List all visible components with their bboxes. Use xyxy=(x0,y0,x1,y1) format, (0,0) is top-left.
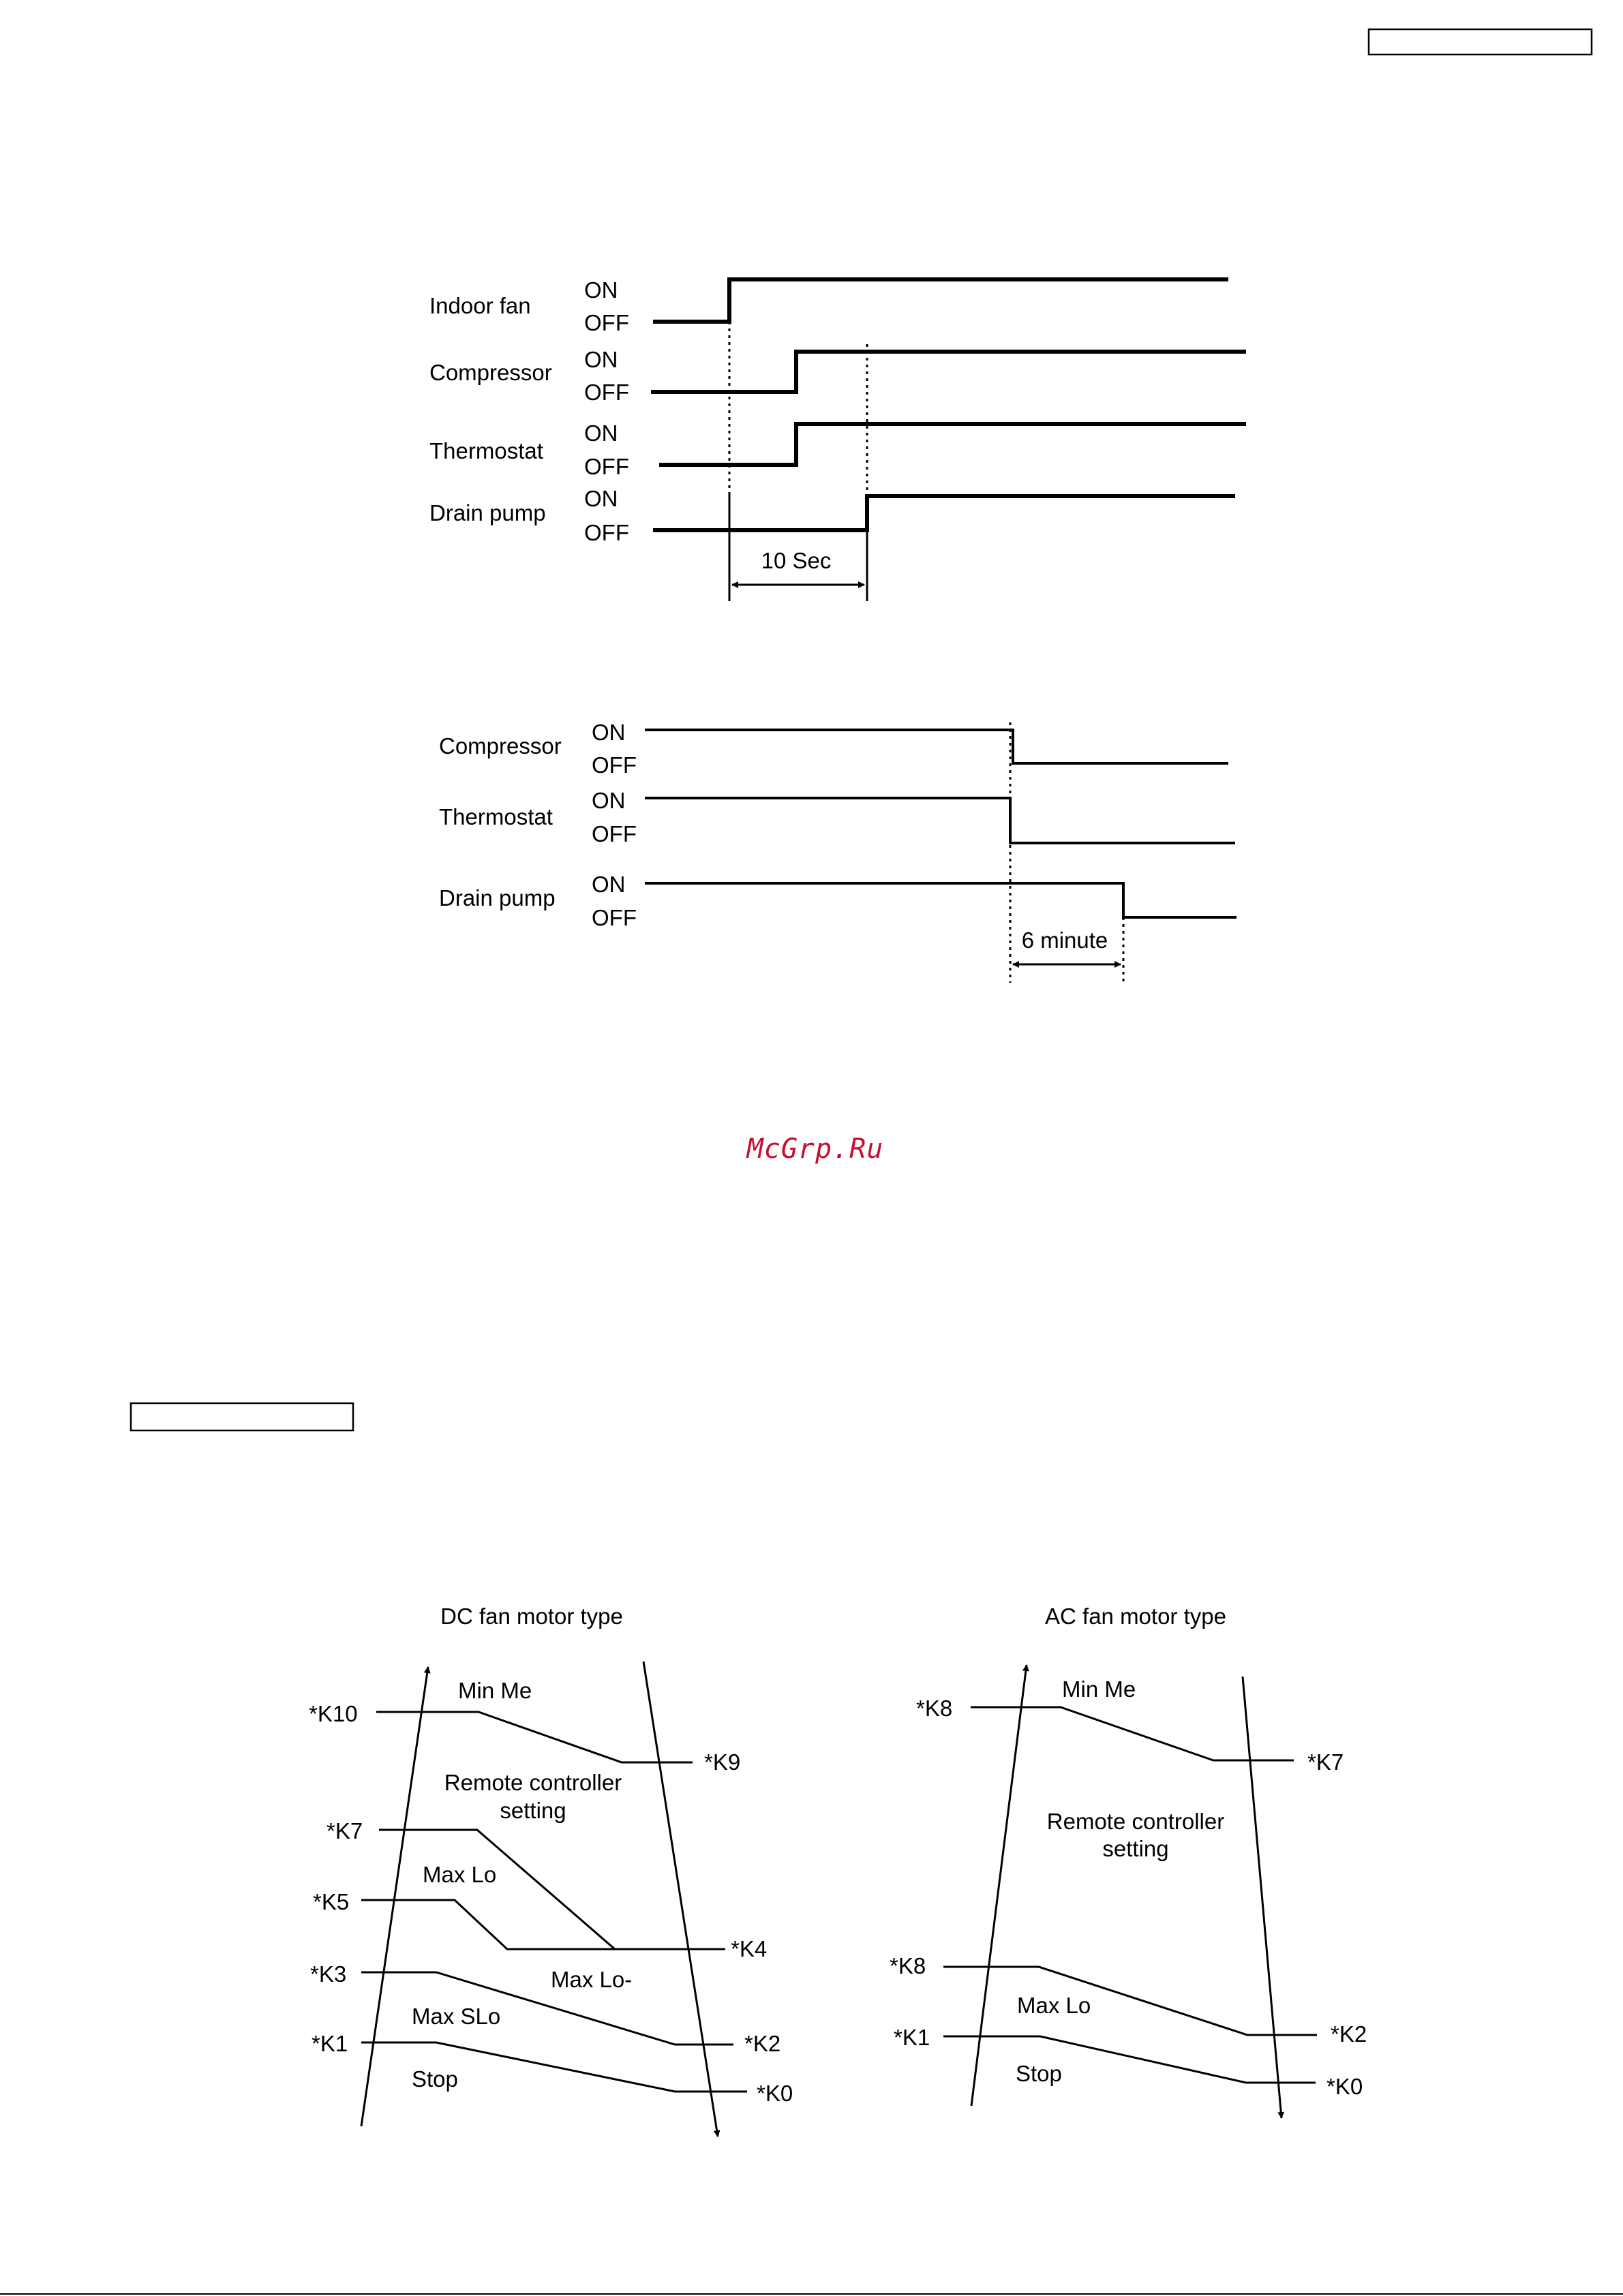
point-label: *K7 xyxy=(327,1818,363,1843)
waveform-compressor xyxy=(651,352,1246,392)
zone-label: setting xyxy=(1102,1836,1169,1861)
row-name-thermostat: Thermostat xyxy=(439,804,553,829)
threshold-line-k1-k0 xyxy=(943,2036,1316,2083)
point-label: *K5 xyxy=(313,1889,350,1914)
waveform-drain-pump xyxy=(645,883,1237,917)
section-label-box xyxy=(131,1403,353,1430)
increase-arrow xyxy=(361,1667,428,2126)
point-label: *K1 xyxy=(312,2031,348,2056)
zone-label: Stop xyxy=(1016,2061,1062,2086)
waveform-thermostat xyxy=(645,798,1235,843)
point-label: *K2 xyxy=(1331,2021,1367,2047)
on-label: ON xyxy=(584,486,618,511)
zone-label: Min Me xyxy=(1062,1677,1136,1702)
zone-label: Max Lo- xyxy=(551,1967,633,1992)
diagram-title: DC fan motor type xyxy=(440,1604,623,1629)
row-name-thermostat: Thermostat xyxy=(429,438,543,463)
waveform-drain-pump xyxy=(653,496,1235,530)
off-label: OFF xyxy=(584,454,629,479)
zone-label: Max SLo xyxy=(412,2004,501,2029)
off-label: OFF xyxy=(584,520,629,545)
decrease-arrow xyxy=(1243,1677,1281,2118)
zone-label: Min Me xyxy=(458,1678,532,1703)
zone-label: setting xyxy=(500,1798,566,1823)
timing-chart-1 xyxy=(429,277,1246,601)
on-label: ON xyxy=(592,720,626,745)
on-label: ON xyxy=(584,420,618,446)
interval-label: 6 minute xyxy=(1021,928,1108,953)
point-label: *K8 xyxy=(916,1696,953,1721)
waveform-thermostat xyxy=(659,424,1246,465)
point-label: *K3 xyxy=(310,1961,347,1987)
off-label: OFF xyxy=(592,821,637,846)
decrease-arrow xyxy=(643,1662,718,2137)
watermark: McGrp.Ru xyxy=(746,1133,884,1165)
increase-arrow xyxy=(971,1665,1027,2106)
point-label: *K4 xyxy=(731,1936,768,1961)
row-name-compressor: Compressor xyxy=(429,360,552,385)
off-label: OFF xyxy=(592,905,637,930)
point-label: *K1 xyxy=(894,2025,930,2050)
row-name-compressor: Compressor xyxy=(439,733,562,759)
ac-fan-diagram xyxy=(890,1604,1367,2118)
dc-fan-diagram xyxy=(309,1604,793,2137)
zone-label: Stop xyxy=(412,2066,458,2092)
on-label: ON xyxy=(592,872,626,897)
point-label: *K0 xyxy=(757,2081,793,2106)
threshold-line-k5-k4 xyxy=(361,1900,615,1949)
threshold-line-k8-k2 xyxy=(943,1967,1317,2035)
waveform-indoor-fan xyxy=(653,279,1228,322)
point-label: *K9 xyxy=(704,1749,741,1775)
row-name-drain-pump: Drain pump xyxy=(429,500,546,525)
off-label: OFF xyxy=(592,752,637,778)
on-label: ON xyxy=(584,347,618,372)
zone-label: Max Lo xyxy=(1017,1993,1091,2018)
threshold-line-k10-k9 xyxy=(376,1712,693,1762)
row-name-drain-pump: Drain pump xyxy=(439,885,556,910)
off-label: OFF xyxy=(584,310,629,335)
point-label: *K0 xyxy=(1326,2074,1363,2099)
point-label: *K8 xyxy=(890,1953,926,1978)
timing-chart-2 xyxy=(439,720,1237,983)
on-label: ON xyxy=(584,277,618,303)
interval-label: 10 Sec xyxy=(761,548,832,573)
waveform-compressor xyxy=(645,730,1228,763)
zone-label: Remote controller xyxy=(1046,1809,1225,1834)
row-name-indoor-fan: Indoor fan xyxy=(429,293,531,318)
zone-label: Remote controller xyxy=(444,1770,622,1795)
point-label: *K7 xyxy=(1307,1749,1344,1775)
on-label: ON xyxy=(592,788,626,813)
point-label: *K10 xyxy=(309,1701,358,1726)
zone-label: Max Lo xyxy=(423,1862,497,1887)
diagram-title: AC fan motor type xyxy=(1045,1604,1226,1629)
off-label: OFF xyxy=(584,380,629,405)
header-label-box xyxy=(1369,29,1592,55)
point-label: *K2 xyxy=(744,2031,781,2056)
